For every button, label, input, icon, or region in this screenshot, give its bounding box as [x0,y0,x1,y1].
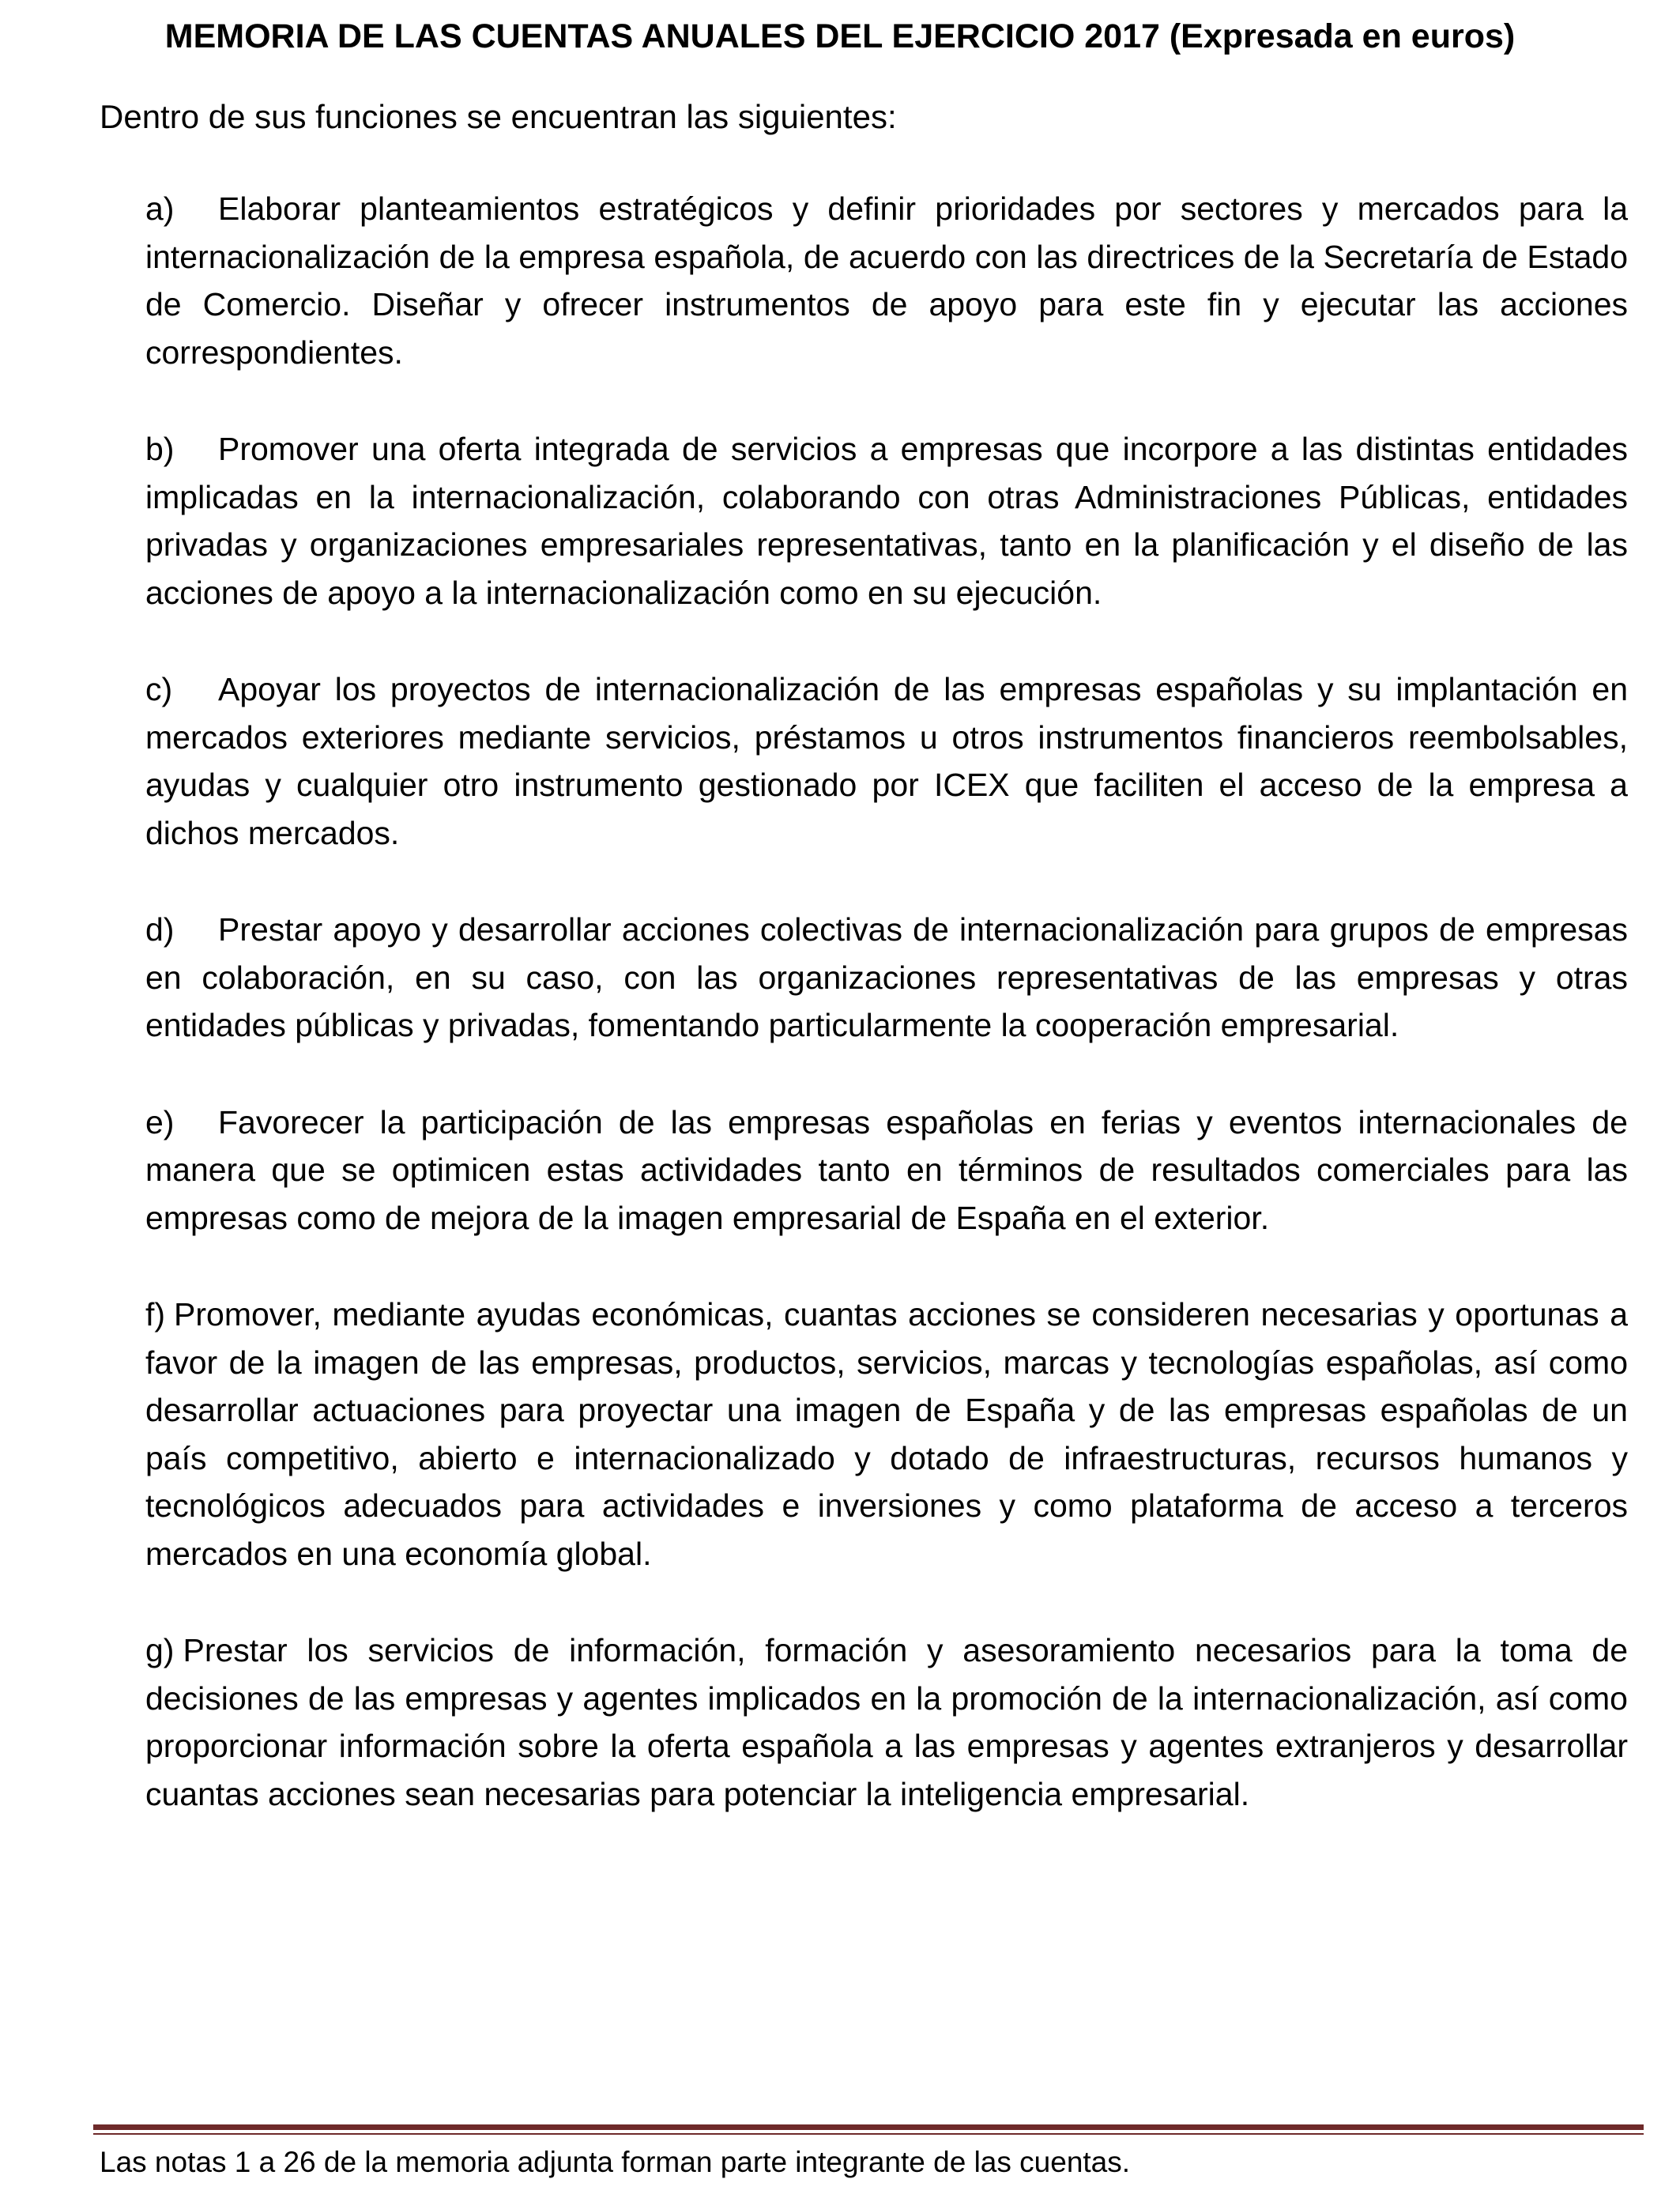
item-text: Promover, mediante ayudas económicas, cuantas acciones se consideren necesarias y oportunas a favor de la imagen de las empresas, productos, servicios, marcas y tecnologías españolas, así como desarrollar actuaciones para proyectar una imagen de España y de las empresas españolas de un país competitivo, abierto e internacionalizado y dotado de infraestructuras, recursos humanos y tecnológicos adecuados para actividades e inversiones y como plataforma de acceso a terceros mercados en una economía global. [145,1296,1628,1572]
function-item-c [145,665,1628,857]
item-text: Prestar los servicios de información, formación y asesoramiento necesarios para la toma de decisiones de las empresas y agentes implicados en la promoción de la internacionalización, así como proporcionar información sobre la oferta española a las empresas y agentes extranjeros y desarrollar cuantas acciones sean necesarias para potenciar la inteligencia empresarial. [145,1632,1628,1812]
item-label: b) [145,431,175,467]
item-text: Elaborar planteamientos estratégicos y definir prioridades por sectores y mercados para la internacionalización de la empresa española, de acuerdo con las directrices de la Secretaría de Estado de Comercio. Diseñar y ofrecer instrumentos de apoyo para este fin y ejecutar las acciones correspondientes. [145,190,1628,371]
item-text: Promover una oferta integrada de servicios a empresas que incorpore a las distintas entidades implicadas en la internacionalización, colaborando con otras Administraciones Públicas, entidades privadas y organizaciones empresariales representativas, tanto en la planificación y el diseño de las acciones de apoyo a la internacionalización como en su ejecución. [145,431,1628,611]
footer-divider-thick [93,2124,1644,2130]
item-text: Apoyar los proyectos de internacionalización de las empresas españolas y su implantación en mercados exteriores mediante servicios, préstamos u otros instrumentos financieros reembolsables, ayudas y cualquier otro instrumento gestionado por ICEX que faciliten el acceso de la empresa a dichos mercados. [145,671,1628,851]
intro-paragraph: Dentro de sus funciones se encuentran las siguientes: [100,98,897,135]
footer-note: Las notas 1 a 26 de la memoria adjunta forman parte integrante de las cuentas. [100,2146,1131,2178]
footer-divider-thin [93,2133,1644,2135]
item-label: a) [145,190,175,227]
page-title: MEMORIA DE LAS CUENTAS ANUALES DEL EJERCICIO 2017 (Expresada en euros) [164,17,1516,55]
item-label: d) [145,911,175,948]
item-label: c) [145,671,173,707]
function-item-g [145,1627,1628,1818]
function-item-a [145,185,1628,376]
item-text: Prestar apoyo y desarrollar acciones colectivas de internacionalización para grupos de empresas en colaboración, en su caso, con las organizaciones representativas de las empresas y otras entidades públicas y privadas, fomentando particularmente la cooperación empresarial. [145,911,1628,1043]
functions-list [145,185,1628,1867]
item-label: g) [145,1632,175,1668]
function-item-f [145,1291,1628,1578]
function-item-e [145,1099,1628,1242]
function-item-b [145,425,1628,616]
item-text: Favorecer la participación de las empresas españolas en ferias y eventos internacionales de manera que se optimicen estas actividades tanto en términos de resultados comerciales para las empresas como de mejora de la imagen empresarial de España en el exterior. [145,1103,1628,1236]
item-label: e) [145,1103,175,1140]
function-item-d [145,906,1628,1050]
item-label: f) [145,1296,166,1333]
